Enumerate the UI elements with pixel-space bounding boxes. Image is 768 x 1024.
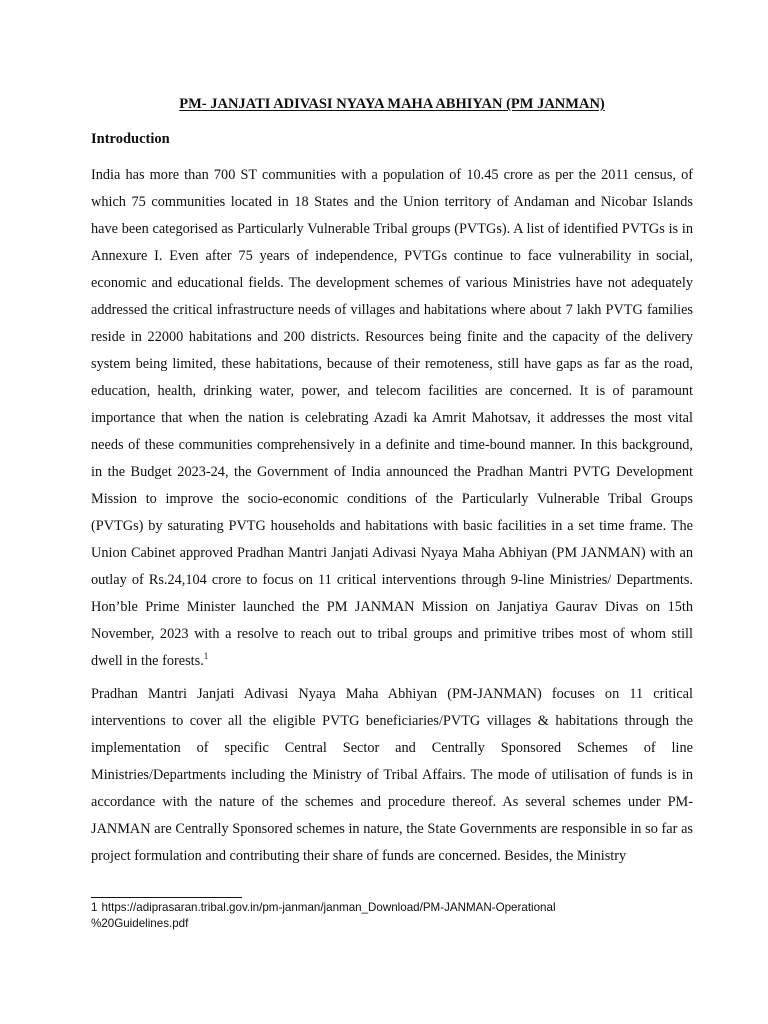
- footnote-separator: [91, 897, 242, 898]
- footnote-url-line2[interactable]: %20Guidelines.pdf: [91, 917, 189, 930]
- footnote: [91, 900, 651, 932]
- paragraph-1-text: India has more than 700 ST communities with a population of 10.45 crore as per the 2011 census, of which 75 communities located in 18 States and the Union territory of Andaman and Nicobar Islands have been categorised as Particularly Vulnerable Tribal groups (PVTGs). A list of identified PVTGs is in Annexure I. Even after 75 years of independence, PVTGs continue to face vulnerability in social, economic and educational fields. The development schemes of various Ministries have not adequately addressed the critical infrastructure needs of villages and habitations where about 7 lakh PVTG families reside in 22000 habitations and 200 districts. Resources being finite and the capacity of the delivery system being limited, these habitations, because of their remoteness, still have gaps as far as the road, education, health, drinking water, power, and telecom facilities are concerned. It is of paramount importance that when the nation is celebrating Azadi ka Amrit Mahotsav, it addresses the most vital needs of these communities comprehensively in a definite and time-bound manner. In this background, in the Budget 2023-24, the Government of India announced the Pradhan Mantri PVTG Development Mission to improve the socio-economic conditions of the Particularly Vulnerable Tribal Groups (PVTGs) by saturating PVTG households and habitations with basic facilities in a set time frame. The Union Cabinet approved Pradhan Mantri Janjati Adivasi Nyaya Maha Abhiyan (PM JANMAN) with an outlay of Rs.24,104 crore to focus on 11 critical interventions through 9-line Ministries/ Departments. Hon’ble Prime Minister launched the PM JANMAN Mission on Janjatiya Gaurav Divas on 15th November, 2023 with a resolve to reach out to tribal groups and primitive tribes most of whom still dwell in the forests.: [91, 167, 693, 669]
- document-title: PM- JANJATI ADIVASI NYAYA MAHA ABHIYAN (PM JANMAN): [179, 96, 605, 112]
- intro-paragraph-1: [91, 162, 693, 675]
- section-heading: Introduction: [91, 131, 170, 147]
- intro-paragraph-2: Pradhan Mantri Janjati Adivasi Nyaya Maha Abhiyan (PM-JANMAN) focuses on 11 critical interventions to cover all the eligible PVTG beneficiaries/PVTG villages & habitations through the implementation of specific Central Sector and Centrally Sponsored Schemes of line Ministries/Departments including the Ministry of Tribal Affairs. The mode of utilisation of funds is in accordance with the nature of the schemes and procedure thereof. As several schemes under PM-JANMAN are Centrally Sponsored schemes in nature, the State Governments are responsible in so far as project formulation and contributing their share of funds are concerned. Besides, the Ministry: [91, 686, 693, 864]
- footnote-url-line1[interactable]: https://adiprasaran.tribal.gov.in/pm-janman/janman_Download/PM-JANMAN-Operational: [101, 901, 556, 914]
- footnote-number: 1: [91, 901, 98, 914]
- footnote-reference[interactable]: 1: [203, 651, 209, 662]
